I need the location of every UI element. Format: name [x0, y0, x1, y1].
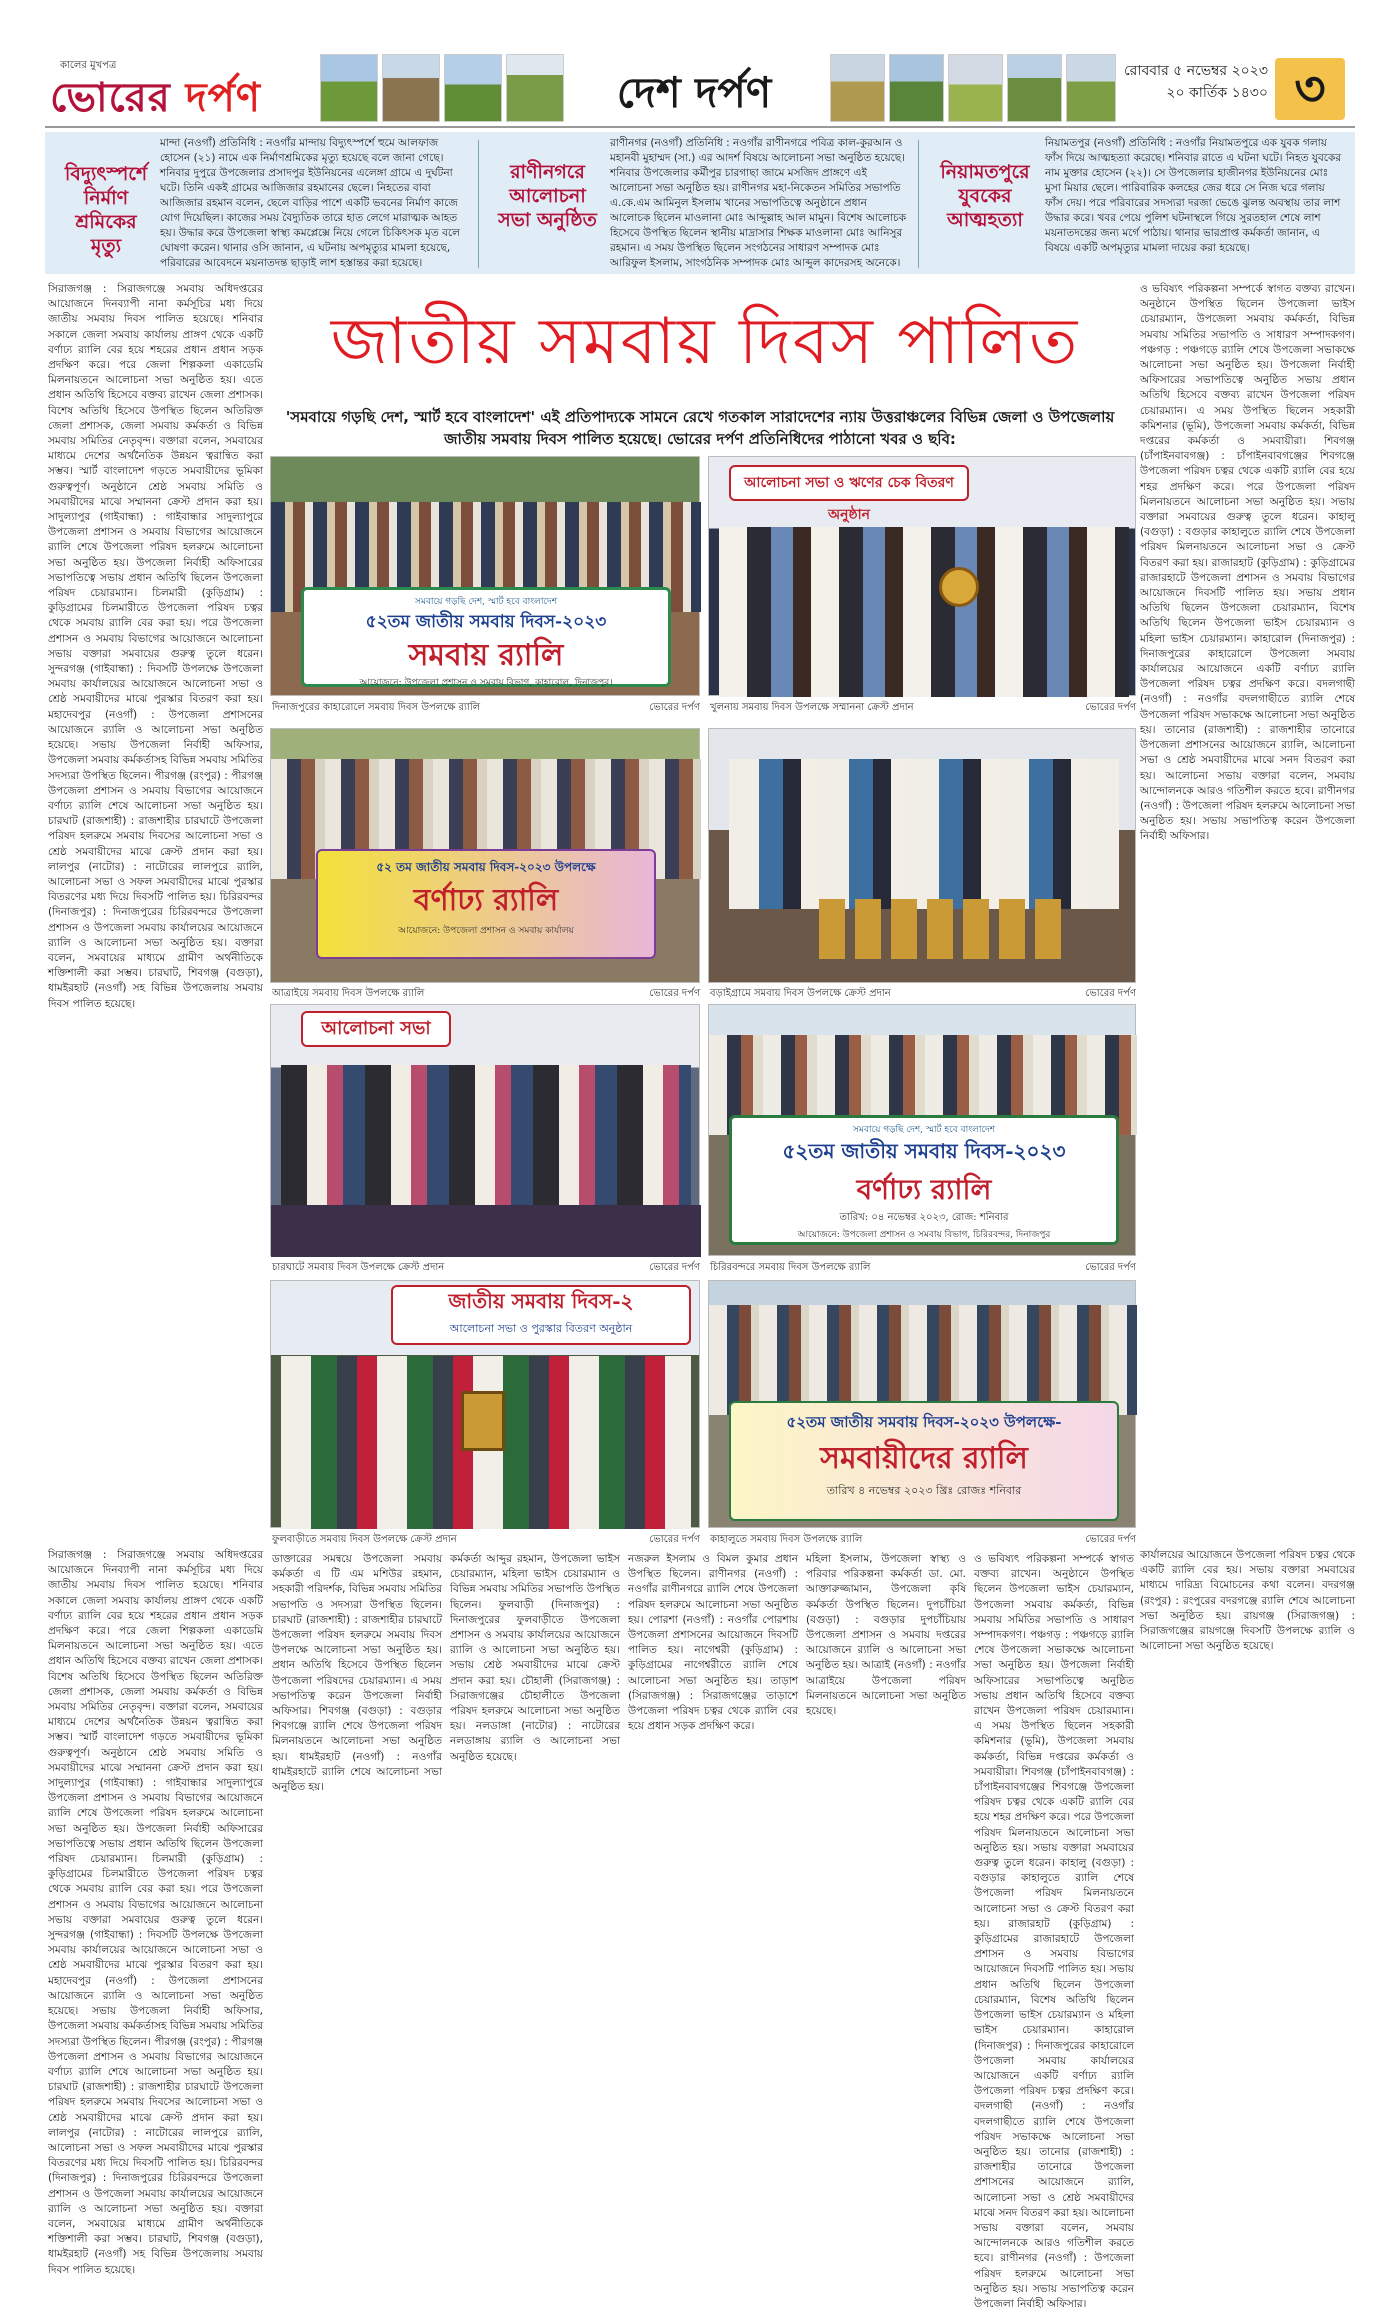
photo-caption: বড়াইগ্রামে সমবায় দিবস উপলক্ষে ক্রেস্ট প্রদান: [710, 988, 891, 999]
photo-credit: ভোরের দর্পণ: [1085, 988, 1136, 999]
date-box: [1118, 60, 1268, 104]
banner-slogan: সমবায়ে গড়ছি দেশ, স্মার্ট হবে বাংলাদেশ: [414, 597, 558, 607]
article-column: ও ভবিষ্যৎ পরিকল্পনা সম্পর্কে স্বাগত বক্তব্য রাখেন। অনুষ্ঠানে উপস্থিত ছিলেন উপজেলা ভাইস চেয়ারম্যান, উপজেলা সমবায় কর্মকর্তা, বিভিন্ন সমবায় সমিতির সভাপতি ও সাধারণ সম্পাদকগণ। পঞ্চগড় : পঞ্চগড়ে র‌্যালি শেষে উপজেলা সভাকক্ষে আলোচনা সভা অনুষ্ঠিত হয়। উপজেলা নির্বাহী অফিসারের সভাপতিত্বে অনুষ্ঠিত সভায় প্রধান অতিথি হিসেবে বক্তব্য রাখেন উপজেলা পরিষদ চেয়ারম্যান। এ সময় উপস্থিত ছিলেন সহকারী কমিশনার (ভূমি), উপজেলা সমবায় কর্মকর্তা, বিভিন্ন দপ্তরের কর্মকর্তা ও সমবায়ীরা। শিবগঞ্জ (চাঁপাইনবাবগঞ্জ) : চাঁপাইনবাবগঞ্জের শিবগঞ্জে উপজেলা পরিষদ চত্বর থেকে একটি র‌্যালি বের হয়ে শহর প্রদক্ষিণ করে। পরে উপজেলা পরিষদ মিলনায়তনে আলোচনা সভা অনুষ্ঠিত হয়। সভায় বক্তারা সমবায়ের গুরুত্ব তুলে ধরেন। কাহালু (বগুড়া) : বগুড়ার কাহালুতে র‌্যালি শেষে উপজেলা পরিষদ মিলনায়তনে আলোচনা সভা ও ক্রেস্ট বিতরণ করা হয়। রাজারহাট (কুড়িগ্রাম) : কুড়িগ্রামের রাজারহাটে উপজেলা প্রশাসন ও সমবায় বিভাগের আয়োজনে দিবসটি পালিত হয়। সভায় প্রধান অতিথি ছিলেন উপজেলা চেয়ারম্যান, বিশেষ অতিথি ছিলেন উপজেলা ভাইস চেয়ারম্যান ও মহিলা ভাইস চেয়ারম্যান। কাহারোল (দিনাজপুর) : দিনাজপুরের কাহারোলে উপজেলা সমবায় কার্যালয়ের আয়োজনে একটি বর্ণাঢ্য র‌্যালি উপজেলা পরিষদ চত্বর প্রদক্ষিণ করে। বদলগাছী (নওগাঁ) : নওগাঁর বদলগাছীতে র‌্যালি শেষে উপজেলা পরিষদ সভাকক্ষে আলোচনা সভা অনুষ্ঠিত হয়। তানোর (রাজশাহী) : রাজশাহীর তানোরে উপজেলা প্রশাসনের আয়োজনে র‌্যালি, আলোচনা সভা ও শ্রেষ্ঠ সমবায়ীদের মাঝে সনদ বিতরণ করা হয়। আলোচনা সভায় বক্তারা বলেন, সমবায় আন্দোলনকে আরও গতিশীল করতে হবে। রাণীনগর (নওগাঁ) : উপজেলা পরিষদ হলরুমে আলোচনা সভা অনুষ্ঠিত হয়। সভায় সভাপতিত্ব করেন উপজেলা নির্বাহী অফিসার।: [974, 1553, 1134, 2310]
photo-khulna-crest[interactable]: [708, 456, 1136, 696]
people: [719, 527, 1129, 697]
photo-credit: ভোরের দর্পণ: [649, 1262, 700, 1273]
banner-main: বর্ণাঢ্য র‌্যালি: [856, 1173, 992, 1206]
rally-banner: [301, 587, 671, 687]
article-column: ডাক্তারের সমন্বয়ে উপজেলা সমবায় কর্মকর্তা এ টি এম মশিউর রহমান, সহকারী পরিদর্শক, বিভিন্ন সমবায় সমিতির সভাপতি ও সদস্যরা উপস্থিত ছিলেন। চারঘাট (রাজশাহী) : রাজশাহীর চারঘাটে উপজেলা পরিষদ হলরুমে সমবায় দিবস উপলক্ষে আলোচনা সভা অনুষ্ঠিত হয়। প্রধান অতিথি হিসেবে উপস্থিত ছিলেন উপজেলা পরিষদের চেয়ারম্যান। এ সময় সভাপতিত্ব করেন উপজেলা নির্বাহী অফিসার। শিবগঞ্জ (বগুড়া) : বগুড়ার শিবগঞ্জে র‌্যালি শেষে উপজেলা পরিষদ মিলনায়তনে আলোচনা সভা অনুষ্ঠিত হয়। ধামইরহাট (নওগাঁ) : নওগাঁর ধামইরহাটে র‌্যালি শেষে আলোচনা সভা অনুষ্ঠিত হয়।: [272, 1553, 442, 1794]
masthead-photo: [948, 54, 1003, 122]
photo-credit: ভোরের দর্পণ: [649, 1534, 700, 1545]
brief-body: নিয়ামতপুর (নওগাঁ) প্রতিনিধি : নওগাঁর নিয়ামতপুরে এক যুবক গলায় ফাঁস দিয়ে আত্মহত্যা করেছে। শনিবার রাতে এ ঘটনা ঘটে। নিহত যুবকের নাম মুক্তার হোসেন (২২)। সে উপজেলার হাজীনগর ইউনিয়নের মোঃ মুসা মিয়ার ছেলে। পারিবারিক কলহের জের ধরে সে নিজ ঘরে গলায় ফাঁস দেয়। পরে পরিবারের সদস্যরা দরজা ভেঙে ঝুলন্ত অবস্থায় তার লাশ উদ্ধার করে। খবর পেয়ে পুলিশ ঘটনাস্থলে গিয়ে সুরতহাল শেষে লাশ ময়নাতদন্তের জন্য মর্গে পাঠায়। থানার ভারপ্রাপ্ত কর্মকর্তা জানান, এ বিষয়ে একটি অপমৃত্যুর মামলা দায়ের করা হয়েছে।: [1045, 137, 1342, 254]
crowd: [709, 1305, 1137, 1415]
brief-headline[interactable]: বিদ্যুৎস্পর্শে নির্মাণ শ্রমিকের মৃত্যু: [64, 163, 148, 257]
masthead-photo: [1007, 54, 1062, 122]
date-gregorian: রোববার ৫ নভেম্বর ২০২৩: [1124, 63, 1268, 79]
article-column: সিরাজগঞ্জ : সিরাজগঞ্জে সমবায় অধিদপ্তরের আয়োজনে দিনব্যাপী নানা কর্মসূচির মধ্য দিয়ে জাতীয় সমবায় দিবস পালিত হয়েছে। শনিবার সকালে জেলা সমবায় কার্যালয় প্রাঙ্গণ থেকে একটি বর্ণাঢ্য র‌্যালি বের হয়ে শহরের প্রধান প্রধান সড়ক প্রদক্ষিণ করে। পরে জেলা শিল্পকলা একাডেমি মিলনায়তনে আলোচনা সভা অনুষ্ঠিত হয়। এতে প্রধান অতিথি হিসেবে বক্তব্য রাখেন জেলা প্রশাসক। বিশেষ অতিথি হিসেবে উপস্থিত ছিলেন অতিরিক্ত জেলা প্রশাসক, জেলা সমবায় কর্মকর্তা ও বিভিন্ন সমবায় সমিতির নেতৃবৃন্দ। বক্তারা বলেন, সমবায়ের মাধ্যমে দেশের অর্থনৈতিক উন্নয়ন ত্বরান্বিত করা সম্ভব। স্মার্ট বাংলাদেশ গড়তে সমবায়ীদের ভূমিকা গুরুত্বপূর্ণ। অনুষ্ঠানে শ্রেষ্ঠ সমবায় সমিতি ও সমবায়ীদের মাঝে সম্মাননা ক্রেস্ট প্রদান করা হয়। সাদুল্যাপুর (গাইবান্ধা) : গাইবান্ধার সাদুল্যাপুরে উপজেলা প্রশাসন ও সমবায় বিভাগের আয়োজনে র‌্যালি শেষে উপজেলা পরিষদ হলরুমে আলোচনা সভা অনুষ্ঠিত হয়। উপজেলা নির্বাহী অফিসারের সভাপতিত্বে সভায় প্রধান অতিথি ছিলেন উপজেলা পরিষদ চেয়ারম্যান। চিলমারী (কুড়িগ্রাম) : কুড়িগ্রামের চিলমারীতে উপজেলা পরিষদ চত্বর থেকে সমবায় র‌্যালি বের করা হয়। পরে উপজেলা প্রশাসন ও সমবায় বিভাগের আয়োজনে আলোচনা সভায় বক্তারা সমবায়ের গুরুত্ব তুলে ধরেন। সুন্দরগঞ্জ (গাইবান্ধা) : দিবসটি উপলক্ষে উপজেলা সমবায় কার্যালয়ের আয়োজনে আলোচনা সভা ও শ্রেষ্ঠ সমবায়ীদের মাঝে পুরস্কার বিতরণ করা হয়। মহাদেবপুর (নওগাঁ) : উপজেলা প্রশাসনের আয়োজনে র‌্যালি ও আলোচনা সভা অনুষ্ঠিত হয়েছে। সভায় উপজেলা নির্বাহী অফিসার, উপজেলা সমবায় কর্মকর্তাসহ বিভিন্ন সমবায় সমিতির সদস্যরা উপস্থিত ছিলেন। পীরগঞ্জ (রংপুর) : পীরগঞ্জ উপজেলা প্রশাসন ও সমবায় বিভাগের আয়োজনে বর্ণাঢ্য র‌্যালি শেষে আলোচনা সভা অনুষ্ঠিত হয়। চারঘাট (রাজশাহী) : রাজশাহীর চারঘাটে উপজেলা পরিষদ হলরুমে সমবায় দিবসের আলোচনা সভা ও শ্রেষ্ঠ সমবায়ীদের মাঝে ক্রেস্ট প্রদান করা হয়। লালপুর (নাটোর) : নাটোরের লালপুরে র‌্যালি, আলোচনা সভা ও সফল সমবায়ীদের মাঝে পুরস্কার বিতরণের মধ্য দিয়ে দিবসটি পালিত হয়। চিরিরবন্দর (দিনাজপুর) : দিনাজপুরের চিরিরবন্দরে উপজেলা প্রশাসন ও উপজেলা সমবায় কার্যালয়ের আয়োজনে র‌্যালি ও আলোচনা সভা অনুষ্ঠিত হয়। বক্তারা বলেন, সমবায়ের মাধ্যমে গ্রামীণ অর্থনীতিকে শক্তিশালী করা সম্ভব। চারঘাট, শিবগঞ্জ (বগুড়া), ধামইরহাট (নওগাঁ) সহ বিভিন্ন উপজেলায় সমবায় দিবস পালিত হয়েছে।: [48, 1549, 263, 2276]
banner-main: সমবায় র‌্যালি: [408, 638, 564, 673]
brief-body: রাণীনগর (নওগাঁ) প্রতিনিধি : নওগাঁর রাণীনগরে পবিত্র কাল-কুরআন ও মহানবী মুহাম্মদ (সা.) এর আদর্শ বিষয়ে আলোচনা সভা অনুষ্ঠিত হয়েছে। শনিবার উপজেলার কর্মীপুর চারগাছা জামে মসজিদ প্রাঙ্গণে এই আলোচনা সভা অনুষ্ঠিত হয়। রাণীনগর মহা-নিকেতন সমিতির সভাপতি এ.কে.এম আমিনুল ইসলাম খানের সভাপতিত্বে অনুষ্ঠানে প্রধান আলোচক ছিলেন মাওলানা মোঃ আব্দুল্লাহ আল মামুন। বিশেষ আলোচক হিসেবে উপস্থিত ছিলেন স্থানীয় মাদ্রাসার শিক্ষক মাওলানা মোঃ আনিসুর রহমান। এ সময় উপস্থিত ছিলেন সংগঠনের সাধারণ সম্পাদক মোঃ আরিফুল ইসলাম, সাংগঠনিক সম্পাদক মোঃ আব্দুল কাদেরসহ অনেকে।: [610, 137, 907, 269]
article-column-right: ও ভবিষ্যৎ পরিকল্পনা সম্পর্কে স্বাগত বক্তব্য রাখেন। অনুষ্ঠানে উপস্থিত ছিলেন উপজেলা ভাইস চেয়ারম্যান, উপজেলা সমবায় কর্মকর্তা, বিভিন্ন সমবায় সমিতির সভাপতি ও সাধারণ সম্পাদকগণ। পঞ্চগড় : পঞ্চগড়ে র‌্যালি শেষে উপজেলা সভাকক্ষে আলোচনা সভা অনুষ্ঠিত হয়। উপজেলা নির্বাহী অফিসারের সভাপতিত্বে অনুষ্ঠিত সভায় প্রধান অতিথি হিসেবে বক্তব্য রাখেন উপজেলা পরিষদ চেয়ারম্যান। এ সময় উপস্থিত ছিলেন সহকারী কমিশনার (ভূমি), উপজেলা সমবায় কর্মকর্তা, বিভিন্ন দপ্তরের কর্মকর্তা ও সমবায়ীরা। শিবগঞ্জ (চাঁপাইনবাবগঞ্জ) : চাঁপাইনবাবগঞ্জের শিবগঞ্জে উপজেলা পরিষদ চত্বর থেকে একটি র‌্যালি বের হয়ে শহর প্রদক্ষিণ করে। পরে উপজেলা পরিষদ মিলনায়তনে আলোচনা সভা অনুষ্ঠিত হয়। সভায় বক্তারা সমবায়ের গুরুত্ব তুলে ধরেন। কাহালু (বগুড়া) : বগুড়ার কাহালুতে র‌্যালি শেষে উপজেলা পরিষদ মিলনায়তনে আলোচনা সভা ও ক্রেস্ট বিতরণ করা হয়। রাজারহাট (কুড়িগ্রাম) : কুড়িগ্রামের রাজারহাটে উপজেলা প্রশাসন ও সমবায় বিভাগের আয়োজনে দিবসটি পালিত হয়। সভায় প্রধান অতিথি ছিলেন উপজেলা চেয়ারম্যান, বিশেষ অতিথি ছিলেন উপজেলা ভাইস চেয়ারম্যান ও মহিলা ভাইস চেয়ারম্যান। কাহারোল (দিনাজপুর) : দিনাজপুরের কাহারোলে উপজেলা সমবায় কার্যালয়ের আয়োজনে একটি বর্ণাঢ্য র‌্যালি উপজেলা পরিষদ চত্বর প্রদক্ষিণ করে। বদলগাছী (নওগাঁ) : নওগাঁর বদলগাছীতে র‌্যালি শেষে উপজেলা পরিষদ সভাকক্ষে আলোচনা সভা অনুষ্ঠিত হয়। তানোর (রাজশাহী) : রাজশাহীর তানোরে উপজেলা প্রশাসনের আয়োজনে র‌্যালি, আলোচনা সভা ও শ্রেষ্ঠ সমবায়ীদের মাঝে সনদ বিতরণ করা হয়। আলোচনা সভায় বক্তারা বলেন, সমবায় আন্দোলনকে আরও গতিশীল করতে হবে। রাণীনগর (নওগাঁ) : উপজেলা পরিষদ হলরুমে আলোচনা সভা অনুষ্ঠিত হয়। সভায় সভাপতিত্ব করেন উপজেলা নির্বাহী অফিসার।: [1140, 283, 1355, 843]
photo-caption: খুলনায় সমবায় দিবস উপলক্ষে সম্মাননা ক্রেস্ট প্রদান: [710, 702, 914, 713]
photo-credit: ভোরের দর্পণ: [1085, 1262, 1136, 1273]
article-column-left: সিরাজগঞ্জ : সিরাজগঞ্জে সমবায় অধিদপ্তরের আয়োজনে দিনব্যাপী নানা কর্মসূচির মধ্য দিয়ে জাতীয় সমবায় দিবস পালিত হয়েছে। শনিবার সকালে জেলা সমবায় কার্যালয় প্রাঙ্গণ থেকে একটি বর্ণাঢ্য র‌্যালি বের হয়ে শহরের প্রধান প্রধান সড়ক প্রদক্ষিণ করে। পরে জেলা শিল্পকলা একাডেমি মিলনায়তনে আলোচনা সভা অনুষ্ঠিত হয়। এতে প্রধান অতিথি হিসেবে বক্তব্য রাখেন জেলা প্রশাসক। বিশেষ অতিথি হিসেবে উপস্থিত ছিলেন অতিরিক্ত জেলা প্রশাসক, জেলা সমবায় কর্মকর্তা ও বিভিন্ন সমবায় সমিতির নেতৃবৃন্দ। বক্তারা বলেন, সমবায়ের মাধ্যমে দেশের অর্থনৈতিক উন্নয়ন ত্বরান্বিত করা সম্ভব। স্মার্ট বাংলাদেশ গড়তে সমবায়ীদের ভূমিকা গুরুত্বপূর্ণ। অনুষ্ঠানে শ্রেষ্ঠ সমবায় সমিতি ও সমবায়ীদের মাঝে সম্মাননা ক্রেস্ট প্রদান করা হয়। সাদুল্যাপুর (গাইবান্ধা) : গাইবান্ধার সাদুল্যাপুরে উপজেলা প্রশাসন ও সমবায় বিভাগের আয়োজনে র‌্যালি শেষে উপজেলা পরিষদ হলরুমে আলোচনা সভা অনুষ্ঠিত হয়। উপজেলা নির্বাহী অফিসারের সভাপতিত্বে সভায় প্রধান অতিথি ছিলেন উপজেলা পরিষদ চেয়ারম্যান। চিলমারী (কুড়িগ্রাম) : কুড়িগ্রামের চিলমারীতে উপজেলা পরিষদ চত্বর থেকে সমবায় র‌্যালি বের করা হয়। পরে উপজেলা প্রশাসন ও সমবায় বিভাগের আয়োজনে আলোচনা সভায় বক্তারা সমবায়ের গুরুত্ব তুলে ধরেন। সুন্দরগঞ্জ (গাইবান্ধা) : দিবসটি উপলক্ষে উপজেলা সমবায় কার্যালয়ের আয়োজনে আলোচনা সভা ও শ্রেষ্ঠ সমবায়ীদের মাঝে পুরস্কার বিতরণ করা হয়। মহাদেবপুর (নওগাঁ) : উপজেলা প্রশাসনের আয়োজনে র‌্যালি ও আলোচনা সভা অনুষ্ঠিত হয়েছে। সভায় উপজেলা নির্বাহী অফিসার, উপজেলা সমবায় কর্মকর্তাসহ বিভিন্ন সমবায় সমিতির সদস্যরা উপস্থিত ছিলেন। পীরগঞ্জ (রংপুর) : পীরগঞ্জ উপজেলা প্রশাসন ও সমবায় বিভাগের আয়োজনে বর্ণাঢ্য র‌্যালি শেষে আলোচনা সভা অনুষ্ঠিত হয়। চারঘাট (রাজশাহী) : রাজশাহীর চারঘাটে উপজেলা পরিষদ হলরুমে সমবায় দিবসের আলোচনা সভা ও শ্রেষ্ঠ সমবায়ীদের মাঝে ক্রেস্ট প্রদান করা হয়। লালপুর (নাটোর) : নাটোরের লালপুরে র‌্যালি, আলোচনা সভা ও সফল সমবায়ীদের মাঝে পুরস্কার বিতরণের মধ্য দিয়ে দিবসটি পালিত হয়। চিরিরবন্দর (দিনাজপুর) : দিনাজপুরের চিরিরবন্দরে উপজেলা প্রশাসন ও উপজেলা সমবায় কার্যালয়ের আয়োজনে র‌্যালি ও আলোচনা সভা অনুষ্ঠিত হয়। বক্তারা বলেন, সমবায়ের মাধ্যমে গ্রামীণ অর্থনীতিকে শক্তিশালী করা সম্ভব। চারঘাট, শিবগঞ্জ (বগুড়া), ধামইরহাট (নওগাঁ) সহ বিভিন্ন উপজেলায় সমবায় দিবস পালিত হয়েছে।: [48, 283, 263, 1010]
photo-chirirbandar-rally[interactable]: [708, 1004, 1136, 1256]
masthead-photo: [506, 54, 564, 122]
banner-title: ৫২তম জাতীয় সমবায় দিবস-২০২৩: [782, 1139, 1066, 1163]
main-headline[interactable]: জাতীয় সমবায় দিবস পালিত: [330, 305, 1080, 379]
logo-part-a: ভোরের: [50, 74, 171, 121]
section-title: দেশ দর্পণ: [616, 68, 772, 117]
crest-row: [819, 899, 1069, 959]
photo-caption: চারঘাটে সমবায় দিবস উপলক্ষে ক্রেস্ট প্রদান: [272, 1262, 445, 1273]
brief-headline[interactable]: রাণীনগরে আলোচনা সভা অনুষ্ঠিত: [498, 161, 597, 231]
masthead-photo: [889, 54, 944, 122]
banner-title: ৫২তম জাতীয় সমবায় দিবস-২০২৩: [365, 612, 607, 632]
rally-banner: [729, 1401, 1119, 1521]
masthead-photo: [444, 54, 502, 122]
masthead-photo: [320, 54, 378, 122]
banner-title: ৫২ তম জাতীয় সমবায় দিবস-২০২৩ উপলক্ষে: [376, 860, 596, 874]
photo-baraigram-crest[interactable]: [708, 728, 1136, 983]
banner-main: বর্ণাঢ্য র‌্যালি: [413, 883, 559, 918]
photo-caption: দিনাজপুরের কাহারোলে সমবায় দিবস উপলক্ষে র‌্যালি: [272, 702, 481, 713]
rally-banner: [729, 1115, 1119, 1245]
people: [281, 1065, 691, 1215]
article-column: মহিলা ইসলাম, উপজেলা স্বাস্থ্য ও পরিবার পরিকল্পনা কর্মকর্তা ডা. মো. আক্তারুজ্জামান, উপজেলা কৃষি কর্মকর্তা উপস্থিত ছিলেন। দুপচাঁচিয়া (বগুড়া) : বগুড়ার দুপচাঁচিয়ায় উপজেলা প্রশাসন ও সমবায় দপ্তরের আয়োজনে র‌্যালি ও আলোচনা সভা অনুষ্ঠিত হয়। আত্রাই (নওগাঁ) : নওগাঁর আত্রাইয়ে উপজেলা পরিষদ মিলনায়তনে আলোচনা সভা অনুষ্ঠিত হয়েছে।: [806, 1553, 966, 1718]
banner-main: সমবায়ীদের র‌্যালি: [820, 1441, 1028, 1476]
crest-icon: [939, 567, 979, 607]
banner-sub: তারিখ ৪ নভেম্বর ২০২৩ খ্রিঃ রোজঃ শনিবার: [826, 1484, 1022, 1497]
logo-part-b: দর্পণ: [170, 74, 261, 121]
newspaper-logo[interactable]: [50, 66, 261, 133]
brief-body: মান্দা (নওগাঁ) প্রতিনিধি : নওগাঁর মান্দায় বিদ্যুৎস্পর্শে হুমে আলফাজ হোসেন (২১) নামে এক নির্মাণশ্রমিকের মৃত্যু হয়েছে বলে জানা গেছে। শনিবার দুপুরে উপজেলার প্রসাদপুর ইউনিয়নের এলেঙ্গা গ্রামে এ দুর্ঘটনা ঘটে। তিনি একই গ্রামের আজিজার রহমানের ছেলে। নিহতের বাবা আজিজার রহমান বলেন, ছেলে বাড়ির পাশে একটি ভবনের নির্মাণ কাজে যোগ দিয়েছিল। কাজের সময় বৈদ্যুতিক তারে হাত লেগে মারাত্মক আহত হয়। উদ্ধার করে উপজেলা স্বাস্থ্য কমপ্লেক্সে নিয়ে গেলে চিকিৎসক মৃত বলে ঘোষণা করেন। থানার ওসি জানান, এ ঘটনায় অপমৃত্যুর মামলা হয়েছে, পরিবারের আবেদনে ময়নাতদন্ত ছাড়াই লাশ হস্তান্তর করা হয়েছে।: [160, 137, 460, 269]
article-column: কার্যালয়ের আয়োজনে উপজেলা পরিষদ চত্বর থেকে একটি র‌্যালি বের হয়। সভায় বক্তারা সমবায়ের মাধ্যমে দারিদ্র্য বিমোচনের কথা বলেন। বদরগঞ্জ (রংপুর) : রংপুরের বদরগঞ্জে র‌্যালি শেষে আলোচনা সভা অনুষ্ঠিত হয়। রায়গঞ্জ (সিরাজগঞ্জ) : সিরাজগঞ্জের রায়গঞ্জে দিবসটি উপলক্ষে র‌্যালি ও আলোচনা সভা অনুষ্ঠিত হয়েছে।: [1140, 1549, 1355, 1653]
photo-caption: কাহালুতে সমবায় দিবস উপলক্ষে র‌্যালি: [710, 1534, 863, 1545]
banner-slogan: সমবায়ে গড়ছি দেশ, স্মার্ট হবে বাংলাদেশ: [852, 1125, 996, 1135]
page-number: ৩: [1275, 58, 1345, 120]
masthead-photo-strip-right: [830, 54, 1116, 122]
crest-icon: [461, 1391, 505, 1451]
masthead-photo-strip-left: [320, 54, 564, 122]
photo-credit: ভোরের দর্পণ: [649, 988, 700, 999]
photo-caption: ফুলবাড়ীতে সমবায় দিবস উপলক্ষে ক্রেস্ট প্রদান: [272, 1534, 457, 1545]
article-column: নজরুল ইসলাম ও বিমল কুমার প্রধান উপস্থিত ছিলেন। রাণীনগর (নওগাঁ) : নওগাঁর রাণীনগরে র‌্যালি শেষে উপজেলা পরিষদ হলরুমে আলোচনা সভা অনুষ্ঠিত হয়। পোরশা (নওগাঁ) : নওগাঁর পোরশায় উপজেলা প্রশাসনের আয়োজনে দিবসটি পালিত হয়। নাগেশ্বরী (কুড়িগ্রাম) : কুড়িগ্রামের নাগেশ্বরীতে র‌্যালি শেষে আলোচনা সভা অনুষ্ঠিত হয়। তাড়াশ (সিরাজগঞ্জ) : সিরাজগঞ্জের তাড়াশে উপজেলা পরিষদ চত্বর থেকে র‌্যালি বের হয়ে প্রধান সড়ক প্রদক্ষিণ করে।: [628, 1553, 798, 1733]
banner-sub: আলোচনা সভা ও পুরস্কার বিতরণ অনুষ্ঠান: [449, 1322, 633, 1335]
masthead-photo: [1066, 54, 1116, 122]
logo-tagline: কালের মুখপত্র: [60, 60, 117, 71]
masthead-photo: [830, 54, 885, 122]
banner-sub: তারিখ: ০৪ নভেম্বর ২০২৩, রোজ: শনিবার: [839, 1212, 1009, 1223]
banner-sub: আয়োজনে: উপজেলা প্রশাসন ও সমবায় বিভাগ, কাহারোল, দিনাজপুর।: [359, 678, 613, 688]
photo-kahalu-rally[interactable]: [708, 1280, 1136, 1528]
banner-main: জাতীয় সমবায় দিবস-২: [448, 1289, 634, 1313]
divider: [918, 140, 919, 268]
photo-caption: চিরিরবন্দরে সমবায় দিবস উপলক্ষে র‌্যালি: [710, 1262, 871, 1273]
banner-sub: আয়োজনে: উপজেলা প্রশাসন ও সমবায় কার্যালয়: [398, 926, 574, 936]
table: [271, 1205, 701, 1257]
divider: [478, 140, 479, 268]
rally-banner: [316, 849, 656, 959]
photo-charghat-crest[interactable]: [270, 1004, 700, 1256]
banner-title: ৫২তম জাতীয় সমবায় দিবস-২০২৩ উপলক্ষে-: [786, 1413, 1062, 1431]
date-bangla: ২০ কার্তিক ১৪৩০: [1166, 85, 1268, 101]
banner-sub2: আয়োজনে: উপজেলা প্রশাসন ও সমবায় বিভাগ, চিরিরবন্দর, দিনাজপুর: [797, 1230, 1051, 1240]
brief-headline[interactable]: নিয়ামতপুরে যুবকের আত্মহত্যা: [940, 161, 1030, 231]
article-column: কর্মকর্তা আব্দুর রহমান, উপজেলা ভাইস চেয়ারম্যান, মহিলা ভাইস চেয়ারম্যান ও বিভিন্ন সমবায় সমিতির সভাপতি উপস্থিত ছিলেন। ফুলবাড়ী (দিনাজপুর) : দিনাজপুরের ফুলবাড়ীতে উপজেলা প্রশাসন ও সমবায় কার্যালয়ের আয়োজনে র‌্যালি ও আলোচনা সভা অনুষ্ঠিত হয়। সভায় শ্রেষ্ঠ সমবায়ীদের মাঝে ক্রেস্ট প্রদান করা হয়। চৌহালী (সিরাজগঞ্জ) : সিরাজগঞ্জের চৌহালীতে উপজেলা পরিষদ হলরুমে আলোচনা সভা অনুষ্ঠিত হয়। নলডাঙ্গা (নাটোর) : নাটোরের নলডাঙ্গায় র‌্যালি ও আলোচনা সভা অনুষ্ঠিত হয়েছে।: [450, 1553, 620, 1763]
photo-atrai-rally[interactable]: [270, 728, 700, 983]
photo-caption: আত্রাইয়ে সমবায় দিবস উপলক্ষে র‌্যালি: [272, 988, 425, 999]
photo-credit: ভোরের দর্পণ: [649, 702, 700, 713]
lead-paragraph: 'সমবায়ে গড়ছি দেশ, স্মার্ট হবে বাংলাদেশ' এই প্রতিপাদ্যকে সামনে রেখে গতকাল সারাদেশের ন্যায় উত্তরাঞ্চলের বিভিন্ন জেলা ও উপজেলায় জাতীয় সমবায় দিবস পালিত হয়েছে। ভোরের দর্পণ প্রতিনিধিদের পাঠানো খবর ও ছবি:: [285, 408, 1115, 448]
masthead-photo: [382, 54, 440, 122]
photo-fulbari-crest[interactable]: [270, 1280, 700, 1528]
event-banner: আলোচনা সভা: [301, 1011, 451, 1047]
photo-credit: ভোরের দর্পণ: [1085, 702, 1136, 713]
photo-credit: ভোরের দর্পণ: [1085, 1534, 1136, 1545]
people: [729, 759, 1119, 909]
event-banner: আলোচনা সভা ও ঋণের চেক বিতরণ অনুষ্ঠান: [729, 465, 969, 501]
photo-kaharol-rally[interactable]: [270, 456, 700, 696]
event-banner: [391, 1285, 691, 1345]
